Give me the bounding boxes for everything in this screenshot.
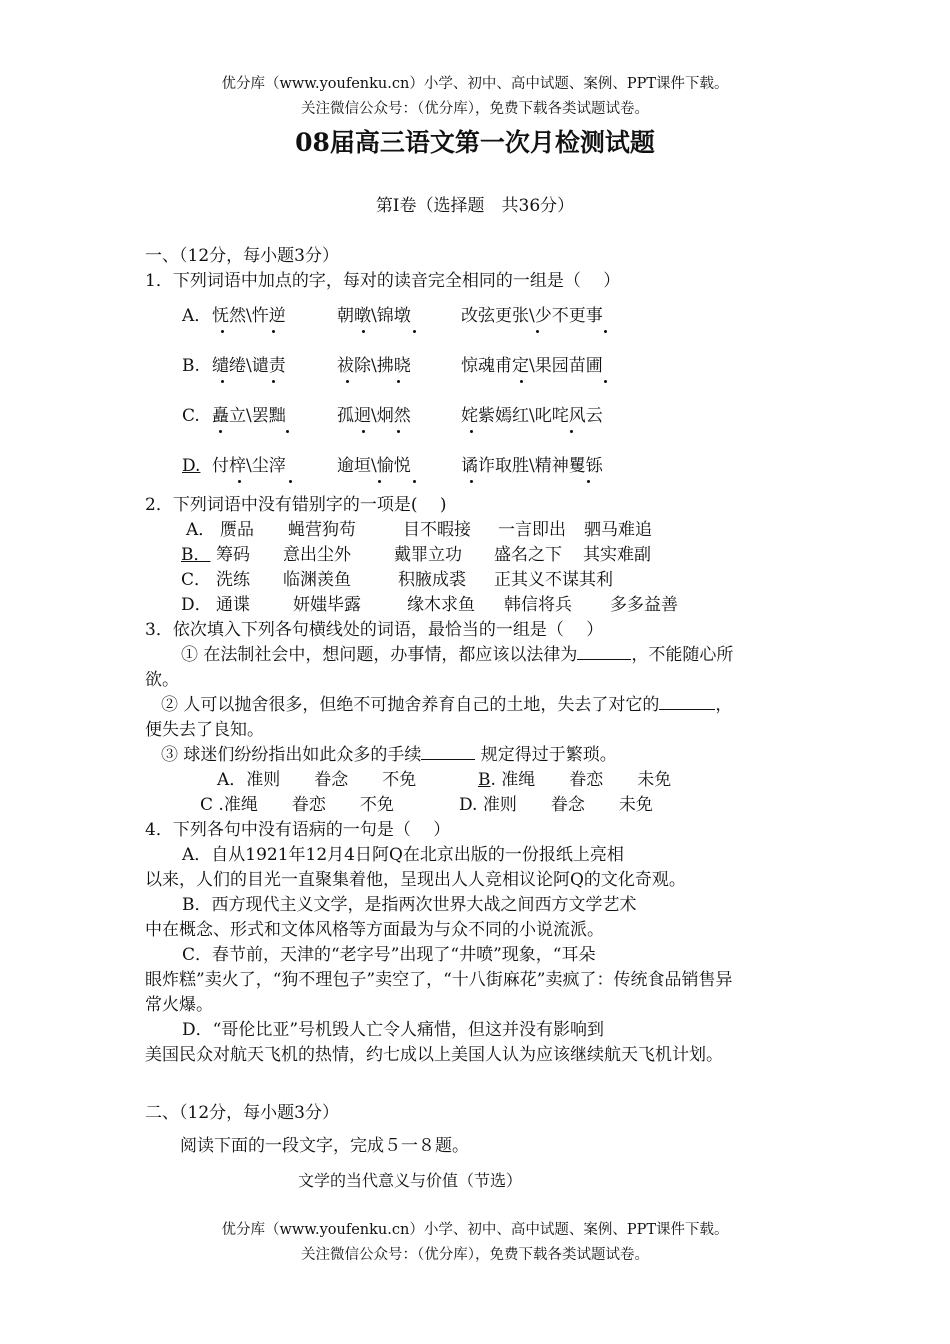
q3-option-b-label: B <box>478 770 491 790</box>
q1-option-word: 逾垣\愉悦 <box>337 456 411 476</box>
q4-option-d: D．“哥伦比亚”号机毁人亡令人痛惜，但这并没有影响到 <box>182 1020 605 1040</box>
q2-option-word: 妍媸毕露 <box>293 595 361 615</box>
emphasis-dot <box>570 430 573 433</box>
q2-option-word: 目不暇接 <box>403 520 471 540</box>
emphasis-dot <box>378 480 381 483</box>
emphasis-dot <box>286 430 289 433</box>
q4-option-a-cont: 以来，人们的目光一直聚集着他，呈现出人人竞相议论阿Q的文化奇观。 <box>145 870 686 890</box>
q2-option-word: 正其义不谋其利 <box>494 570 613 590</box>
q4-option-c-cont: 眼炸糕”卖火了，“狗不理包子”卖空了，“十八街麻花”卖疯了：传统食品销售异 <box>145 970 733 990</box>
q4-option-a: A．自从1921年12月4日阿Q在北京出版的一份报纸上亮相 <box>182 845 624 865</box>
article-title: 文学的当代意义与价值（节选） <box>298 1171 523 1190</box>
q1-option-word: 怃然\忤逆 <box>212 306 286 326</box>
q2-option-c <box>181 570 726 592</box>
emphasis-dot <box>604 330 607 333</box>
q1-option-b <box>182 356 802 382</box>
q3-text: ， <box>715 695 733 715</box>
q2-option-word: 盛名之下 <box>494 545 562 565</box>
q2-option-d <box>181 595 726 617</box>
q2-option-a <box>186 520 726 542</box>
q4-option-c-cont2: 常火爆。 <box>145 995 213 1015</box>
emphasis-dot <box>272 330 275 333</box>
volume-title: 第Ⅰ卷（选择题 共36分） <box>375 196 575 216</box>
emphasis-dot <box>238 480 241 483</box>
q3-text: ① 在法制社会中，想问题，办事情，都应该以法律为 <box>181 645 578 665</box>
header-line-2: 关注微信公众号：（优分库），免费下载各类试题试卷。 <box>301 101 649 117</box>
emphasis-dot <box>346 380 349 383</box>
q2-option-label: A． <box>186 520 216 540</box>
emphasis-dot <box>219 430 222 433</box>
q1-option-word: 姹紫嫣红\叱咤风云 <box>461 406 603 426</box>
q3-text: ，不能随心所 <box>631 645 734 665</box>
q3-stem: 3．依次填入下列各句横线处的词语，最恰当的一组是（ ） <box>145 620 604 640</box>
q1-option-word: 矗立\罢黜 <box>212 406 286 426</box>
q4-option-c: C．春节前，天津的“老字号”出现了“井喷”现象，“耳朵 <box>182 945 596 965</box>
q2-option-b <box>181 545 726 567</box>
q2-option-word: 赝品 <box>220 520 254 540</box>
q2-option-word: 积腋成裘 <box>398 570 466 590</box>
emphasis-dot <box>470 480 473 483</box>
answer-blank <box>421 745 475 760</box>
q2-option-word: 缘木求鱼 <box>407 595 475 615</box>
emphasis-dot <box>221 380 224 383</box>
q2-option-word: 筹码 <box>216 545 250 565</box>
q1-option-label: A． <box>182 306 212 326</box>
q2-option-word: 多多益善 <box>610 595 678 615</box>
q2-option-word: 通谍 <box>216 595 250 615</box>
header-line-1: 优分库（www.youfenku.cn）小学、初中、高中试题、案例、PPT课件下载。 <box>221 76 729 92</box>
q4-option-b: B．西方现代主义文学，是指两次世界大战之间西方文学艺术 <box>182 895 637 915</box>
emphasis-dot <box>413 480 416 483</box>
emphasis-dot <box>520 380 523 383</box>
answer-blank <box>659 695 715 710</box>
section2-intro: 阅读下面的一段文字，完成５一８题。 <box>180 1136 469 1156</box>
q1-option-word: 改弦更张\少不更事 <box>461 306 603 326</box>
q1-option-word: 惊魂甫定\果园苗圃 <box>461 356 603 376</box>
q3-option-d: D. 准则 眷念 未免 <box>459 795 653 815</box>
q2-option-word: 驷马难追 <box>584 520 652 540</box>
emphasis-dot <box>587 480 590 483</box>
emphasis-dot <box>397 380 400 383</box>
emphasis-dot <box>604 380 607 383</box>
emphasis-dot <box>362 430 365 433</box>
q3-sentence-2-cont: 便失去了良知。 <box>145 720 264 740</box>
emphasis-dot <box>413 330 416 333</box>
section1-heading: 一、（12分，每小题3分） <box>145 246 339 266</box>
q3-text: ③ 球迷们纷纷指出如此众多的手续 <box>161 745 422 765</box>
emphasis-dot <box>272 380 275 383</box>
q3-option-c: C .准绳 眷恋 不免 <box>200 795 394 815</box>
section2-heading: 二、（12分，每小题3分） <box>145 1103 339 1123</box>
q4-option-b-cont: 中在概念、形式和文体风格等方面最为与众不同的小说流派。 <box>145 920 604 940</box>
q4-option-d-cont: 美国民众对航天飞机的热情，约七成以上美国人认为应该继续航天飞机计划。 <box>145 1045 723 1065</box>
q3-sentence-3 <box>161 745 617 765</box>
q3-sentence-1-cont: 欲。 <box>145 670 179 690</box>
q3-option-b-text: . 准绳 眷恋 未免 <box>490 770 672 790</box>
q3-sentence-2 <box>161 695 732 715</box>
q1-option-d <box>182 456 802 482</box>
emphasis-dot <box>289 480 292 483</box>
footer-line-2: 关注微信公众号：（优分库），免费下载各类试题试卷。 <box>301 1247 649 1263</box>
q1-option-word: 祓除\拂晓 <box>337 356 411 376</box>
q1-stem: 1．下列词语中加点的字，每对的读音完全相同的一组是（ ） <box>145 271 621 291</box>
emphasis-dot <box>221 330 224 333</box>
q1-option-a <box>182 306 802 332</box>
footer-line-1: 优分库（www.youfenku.cn）小学、初中、高中试题、案例、PPT课件下载。 <box>221 1222 729 1238</box>
q1-option-word: 朝暾\锦墩 <box>337 306 411 326</box>
q3-option-b <box>478 770 671 790</box>
q2-option-word: 一言即出 <box>498 520 566 540</box>
q1-option-label: B. <box>182 356 200 376</box>
q2-stem: 2．下列词语中没有错别字的一项是( ) <box>145 495 447 515</box>
emphasis-dot <box>470 430 473 433</box>
q2-option-word: 蝇营狗苟 <box>288 520 356 540</box>
q1-option-word: 孤迥\炯然 <box>337 406 411 426</box>
emphasis-dot <box>362 330 365 333</box>
q1-option-word: 付梓\尘滓 <box>212 456 286 476</box>
q2-option-word: 意出尘外 <box>283 545 351 565</box>
q1-option-c <box>182 406 802 432</box>
emphasis-dot <box>397 430 400 433</box>
q2-option-word: 洗练 <box>216 570 250 590</box>
answer-blank <box>577 645 631 660</box>
q1-option-word: 谲诈取胜\精神矍铄 <box>461 456 603 476</box>
q3-sentence-1 <box>181 645 733 665</box>
q3-text: 规定得过于繁琐。 <box>475 745 617 765</box>
q2-option-label: D． <box>181 595 212 615</box>
emphasis-dot <box>536 330 539 333</box>
q1-option-label: C. <box>182 406 200 426</box>
q3-option-a: A．准则 眷念 不免 <box>217 770 417 790</box>
page-title: 08届高三语文第一次月检测试题 <box>295 128 655 157</box>
q2-option-label: C． <box>181 570 212 590</box>
q3-text: ② 人可以抛舍很多，但绝不可抛舍养育自己的土地，失去了对它的 <box>161 695 660 715</box>
q2-option-word: 韩信将兵 <box>504 595 572 615</box>
q2-option-word: 其实难副 <box>583 545 651 565</box>
q1-option-word: 缱绻\谴责 <box>212 356 286 376</box>
q2-option-label: B． <box>181 545 211 565</box>
q4-stem: 4．下列各句中没有语病的一句是（ ） <box>145 820 451 840</box>
q2-option-word: 临渊羡鱼 <box>283 570 351 590</box>
q2-option-word: 戴罪立功 <box>394 545 462 565</box>
q1-option-label: D. <box>182 456 201 476</box>
